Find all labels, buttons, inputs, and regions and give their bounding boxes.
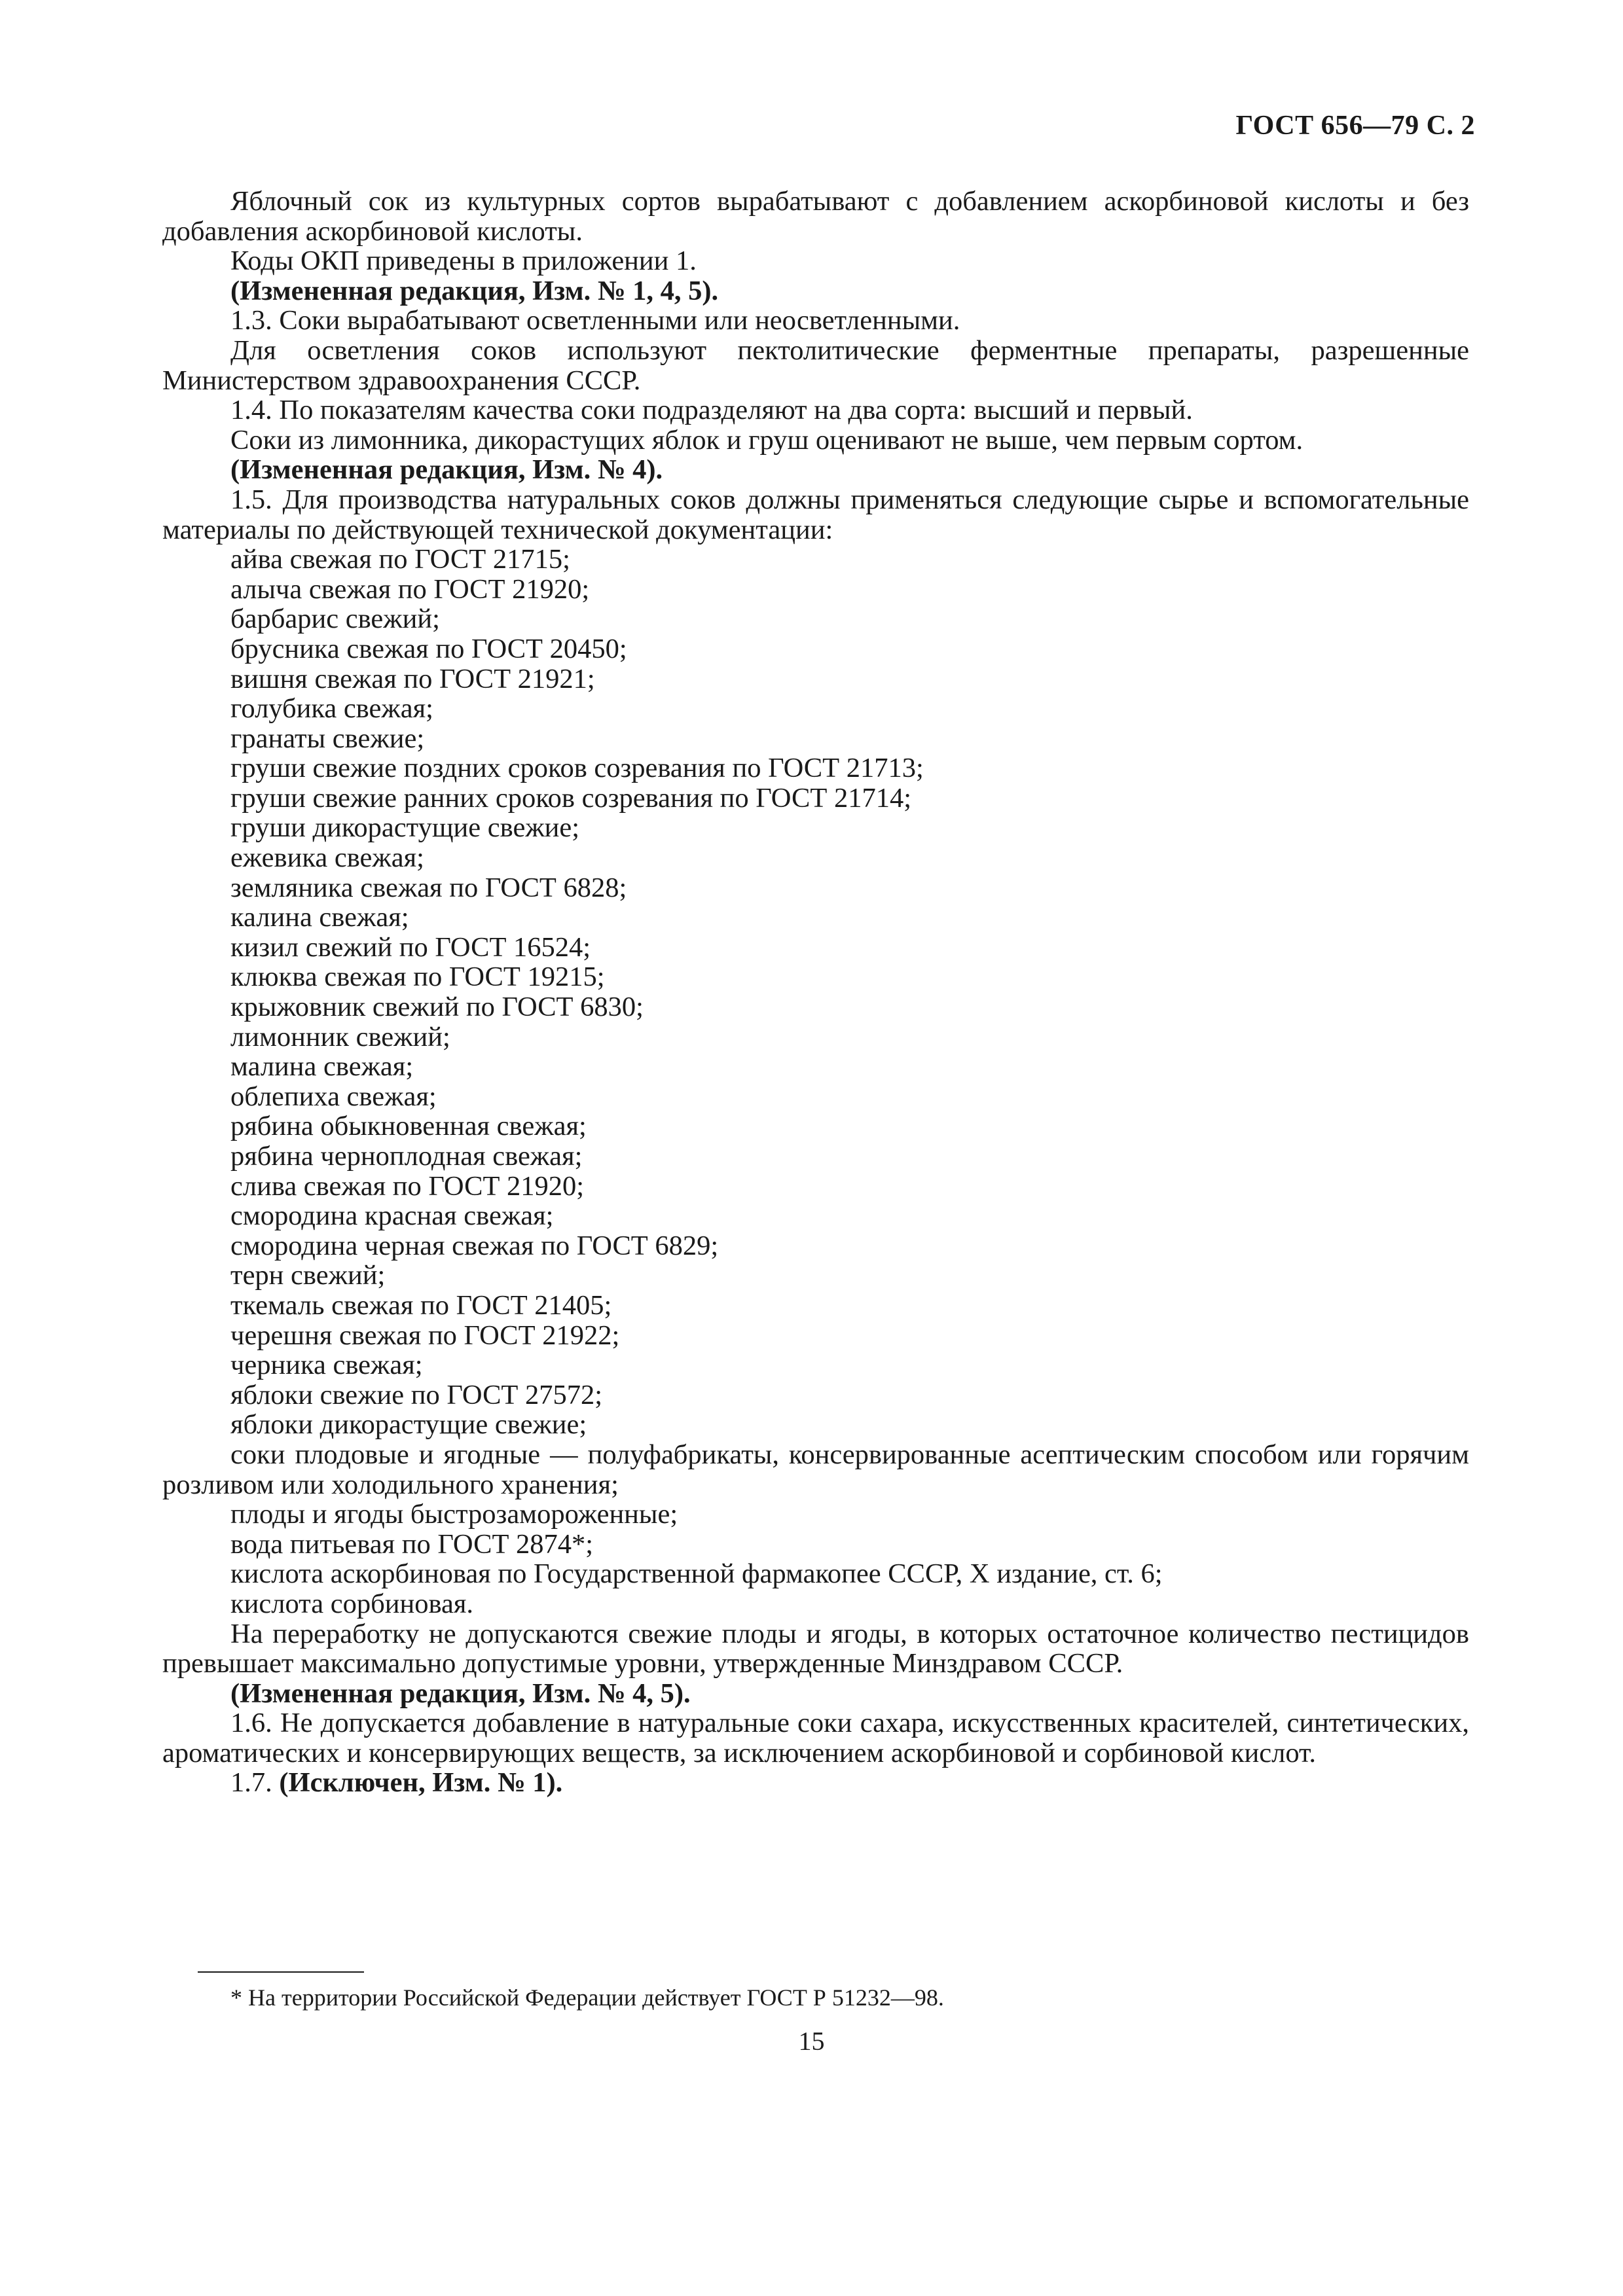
material-item: айва свежая по ГОСТ 21715; (230, 544, 570, 575)
material-item: груши свежие ранних сроков созревания по ГОСТ 21714; (230, 782, 912, 814)
material-item: черника свежая; (230, 1350, 423, 1381)
material-item: яблоки дикорастущие свежие; (230, 1409, 587, 1441)
footnote: * На территории Российской Федерации действует ГОСТ Р 51232—98. (230, 1984, 944, 2011)
material-item: вишня свежая по ГОСТ 21921; (230, 663, 595, 694)
material-item: крыжовник свежий по ГОСТ 6830; (230, 992, 644, 1023)
material-item: малина свежая; (230, 1051, 414, 1083)
material-item: барбарис свежий; (230, 603, 440, 635)
paragraph: Соки из лимонника, дикорастущих яблок и груш оценивают не выше, чем первым сортом. (230, 424, 1304, 456)
material-item: алыча свежая по ГОСТ 21920; (230, 573, 590, 605)
paragraph: 1.5. Для производства натуральных соков должны применяться следующие сырье и вспомогательные материалы по действующей технической документации: (162, 484, 1469, 545)
material-item: слива свежая по ГОСТ 21920; (230, 1170, 585, 1202)
material-item: груши дикорастущие свежие; (230, 812, 580, 844)
paragraph: 1.6. Не допускается добавление в натуральные соки сахара, искусственных красителей, синтетических, ароматических и консервирующих веществ, за исключением аскорбиновой и сорбиновой кислот. (162, 1708, 1469, 1768)
paragraphs-bottom (162, 1440, 1469, 1768)
paragraph: (Измененная редакция, Изм. № 4, 5). (230, 1677, 691, 1709)
paragraph: 1.3. Соки вырабатывают осветленными или неосветленными. (230, 305, 960, 336)
paragraph: кислота сорбиновая. (230, 1588, 474, 1619)
material-item: рябина черноплодная свежая; (230, 1141, 583, 1172)
page-number: 15 (798, 2026, 825, 2056)
paragraph: (Измененная редакция, Изм. № 1, 4, 5). (230, 275, 719, 306)
paragraph: плоды и ягоды быстрозамороженные; (230, 1499, 678, 1530)
document-body (162, 187, 1469, 1798)
clause-1-7-text: (Исключен, Изм. № 1). (279, 1767, 563, 1799)
clause-1-7-number: 1.7. (230, 1767, 272, 1799)
material-item: яблоки свежие по ГОСТ 27572; (230, 1379, 603, 1410)
paragraph: Коды ОКП приведены в приложении 1. (230, 245, 697, 277)
paragraph: На переработку не допускаются свежие плоды и ягоды, в которых остаточное количество пестицидов превышает максимально допустимые уровни, утвержденные Минздравом СССР. (162, 1618, 1469, 1679)
material-item: облепиха свежая; (230, 1081, 437, 1112)
material-item: ткемаль свежая по ГОСТ 21405; (230, 1289, 612, 1321)
material-item: голубика свежая; (230, 693, 433, 725)
material-item: смородина черная свежая по ГОСТ 6829; (230, 1230, 719, 1261)
material-item: земляника свежая по ГОСТ 6828; (230, 872, 627, 903)
material-item: ежевика свежая; (230, 842, 424, 874)
material-item: лимонник свежий; (230, 1021, 450, 1052)
material-item: кизил свежий по ГОСТ 16524; (230, 931, 591, 963)
paragraph: (Измененная редакция, Изм. № 4). (230, 454, 663, 486)
paragraph: 1.4. По показателям качества соки подразделяют на два сорта: высший и первый. (230, 395, 1193, 426)
material-item: калина свежая; (230, 902, 409, 933)
paragraph: вода питьевая по ГОСТ 2874*; (230, 1528, 594, 1560)
materials-list (162, 545, 1469, 1440)
material-item: брусника свежая по ГОСТ 20450; (230, 633, 627, 664)
material-item: груши свежие поздних сроков созревания по ГОСТ 21713; (230, 753, 924, 784)
paragraph: Для осветления соков используют пектолитические ферментные препараты, разрешенные Министерством здравоохранения СССР. (162, 334, 1469, 396)
paragraph: Яблочный сок из культурных сортов вырабатывают с добавлением аскорбиновой кислоты и без добавления аскорбиновой кислоты. (162, 186, 1469, 247)
material-item: терн свежий; (230, 1260, 386, 1291)
material-item: клюква свежая по ГОСТ 19215; (230, 961, 605, 993)
paragraphs-top (162, 187, 1469, 545)
material-item: рябина обыкновенная свежая; (230, 1111, 587, 1142)
material-item: черешня свежая по ГОСТ 21922; (230, 1319, 620, 1351)
material-item: гранаты свежие; (230, 723, 425, 754)
page-header: ГОСТ 656—79 С. 2 (1235, 111, 1475, 141)
material-item: смородина красная свежая; (230, 1200, 554, 1232)
clause-1-7 (162, 1768, 1469, 1798)
footnote-divider (198, 1971, 364, 1973)
paragraph: соки плодовые и ягодные — полуфабрикаты, консервированные асептическим способом или горячим розливом или холодильного хранения; (162, 1439, 1469, 1500)
paragraph: кислота аскорбиновая по Государственной фармакопее СССР, X издание, ст. 6; (230, 1558, 1163, 1590)
